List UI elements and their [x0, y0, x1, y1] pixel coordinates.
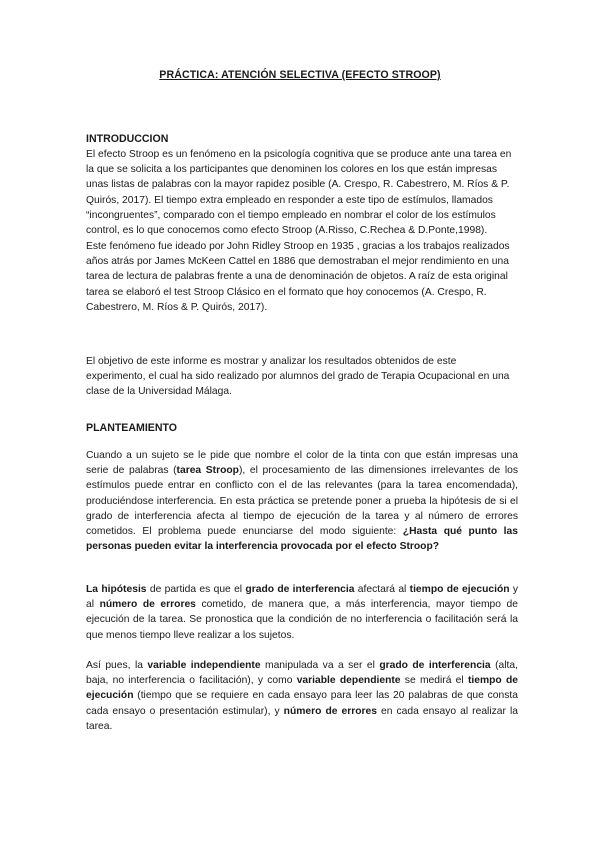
text-run: de partida es que el — [146, 584, 246, 595]
text-run: cometido, de manera que, a más interferencia, mayor tiempo de ejecución de la tarea. Se pronostica que la condición de no interferencia o facilitación será la que menos tiempo lleve realizar a los sujetos. — [86, 599, 518, 641]
bold-term: variable dependiente — [296, 675, 401, 687]
bold-term: tiempo de ejecución — [409, 584, 510, 595]
bold-term: grado de interferencia — [245, 584, 355, 595]
text-run: (alta, baja, no interferencia o facilitación), y como — [86, 660, 518, 687]
planteamiento-paragraph-2 — [86, 582, 518, 643]
text-run: se medirá el — [400, 675, 468, 687]
bold-term: tiempo de ejecución — [86, 675, 518, 702]
bold-term: tarea Stroop — [176, 465, 239, 477]
bold-term: número de errores — [283, 705, 377, 717]
text-run: manipulada va a ser el — [260, 660, 380, 671]
text-run: afectará al — [354, 584, 410, 595]
bold-term: variable independiente — [147, 660, 261, 671]
text-run: Cuando a un sujeto se le pide que nombre el color de la tinta con que están impresas una serie de palabras ( — [86, 450, 518, 477]
section-heading-planteamiento: PLANTEAMIENTO — [86, 422, 178, 434]
intro-paragraph-3: El objetivo de este informe es mostrar y analizar los resultados obtenidos de este experimento, el cual ha sido realizado por alumnos del grado de Terapia Ocupacional en una clase de la Universidad Málaga. — [86, 356, 510, 398]
document-title: PRÁCTICA: ATENCIÓN SELECTIVA (EFECTO STROOP) — [159, 69, 441, 81]
planteamiento-paragraph-1 — [86, 448, 518, 554]
text-run: (tiempo que se requiere en cada ensayo para leer las 20 palabras de que consta cada ensayo o presentación estimular), y — [86, 690, 518, 717]
text-run: en cada ensayo al realizar la tarea. — [86, 705, 518, 732]
research-question: ¿Hasta qué punto las personas pueden evitar la interferencia provocada por el efecto Stroop? — [86, 526, 518, 553]
intro-paragraph-1: El efecto Stroop es un fenómeno en la psicología cognitiva que se produce ante una tarea en la que se solicita a los participantes que denominen los colores en los que están impresas unas listas de palabras con la mayor rapidez posible (A. Crespo, R. Cabestrero, M. Ríos & P. Quirós, 2017). El tiempo extra empleado en responder a este tipo de estímulos, llamados “incongruentes”, comparado con el tiempo empleado en nombrar el color de los estímulos control, es lo que conocemos como efecto Stroop (A.Risso, C.Rechea & D.Ponte,1998). — [86, 149, 512, 237]
bold-term: número de errores — [99, 599, 196, 611]
bold-term: grado de interferencia — [379, 660, 491, 671]
text-run: Así pues, la — [86, 660, 148, 671]
planteamiento-paragraph-3 — [86, 658, 518, 734]
intro-paragraph-2: Este fenómeno fue ideado por John Ridley Stroop en 1935 , gracias a los trabajos realizados años atrás por James McKeen Cattel en 1886 que demostraban el mejor rendimiento en una tarea de lectura de palabras frente a una de denominación de objetos. A raíz de esta original tarea se elaboró el test Stroop Clásico en el formato que hoy conocemos (A. Crespo, R. Cabestrero, M. Ríos & P. Quirós, 2017). — [86, 241, 510, 313]
bold-term: La hipótesis — [86, 584, 147, 595]
text-run: y al — [86, 584, 518, 611]
text-run: ), el procesamiento de las dimensiones irrelevantes de los estímulos puede entrar en conflicto con el de las relevantes (para la tarea encomendada), produciéndose interferencia. En esta práctica se pretende poner a prueba la hipótesis de si el grado de interferencia afecta al tiempo de ejecución de la tarea y al número de errores cometidos. El problema puede enunciarse del modo siguiente: — [86, 465, 518, 538]
section-heading-introduccion: INTRODUCCION — [86, 133, 169, 145]
